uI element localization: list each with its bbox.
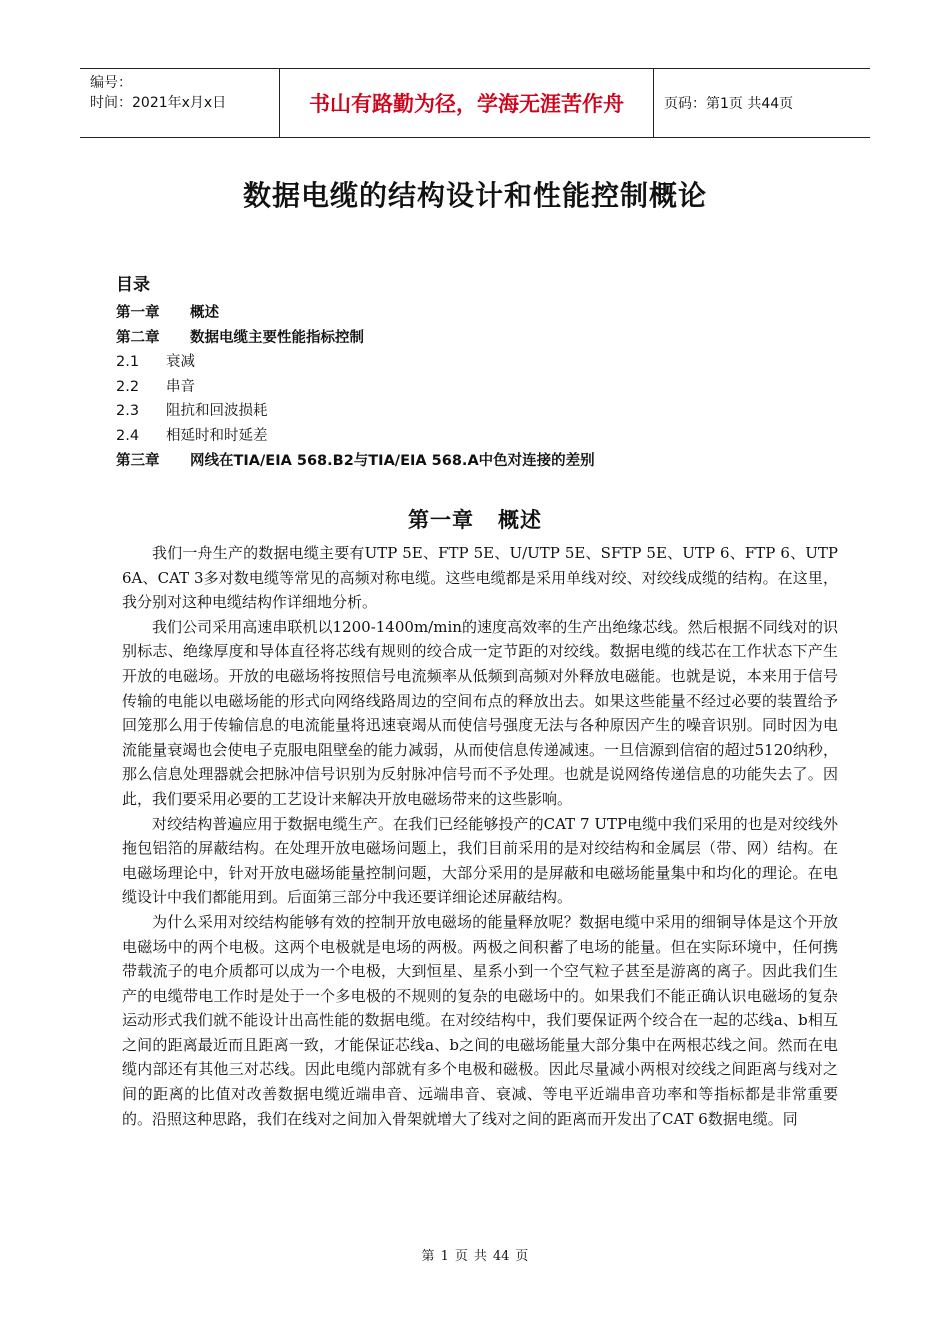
toc-entry-text: 网线在TIA/EIA 568.B2与TIA/EIA 568.A中色对连接的差别 [190,452,595,469]
toc-entry[interactable] [116,301,836,326]
toc-entry[interactable] [116,449,836,474]
toc-entry-num: 2.2 [116,378,140,395]
toc-entry-num: 第一章 [116,305,160,321]
toc-entry-num: 2.1 [116,354,140,371]
toc-entry-text: 概述 [190,305,219,321]
toc-entry[interactable] [116,424,836,449]
toc-entry-num: 第二章 [116,329,160,346]
footer-gong: 共 [473,1249,487,1264]
header-slogan: 书山有路勤为径，学海无涯苦作舟 [280,69,654,137]
document-title: 数据电缆的结构设计和性能控制概论 [242,179,707,212]
chapter-number: 第一章 [408,508,474,532]
chapter-body [122,541,838,1131]
toc-entry-num: 2.4 [116,427,140,444]
toc-entry[interactable] [116,375,836,400]
footer-page-number: 1 [440,1249,449,1264]
toc-entry[interactable] [116,399,836,424]
toc-entry-num: 2.3 [116,403,140,420]
body-paragraph: 我们公司采用高速串联机以1200-1400m/min的速度高效率的生产出绝缘芯线。然后根据不同线对的识别标志、绝缘厚度和导体直径将芯线有规则的绞合成一定节距的对绞线。数据电缆的线芯在工作状态下产生开放的电磁场。开放的电磁场将按照信号电流频率从低频到高频对外释放电磁能。也就是说，本来用于信号传输的电能以电磁场能的形式向网络线路周边的空间布点的释放出去。如果这些能量不经过必要的装置给予回笼那么用于传输信息的电流能量将迅速衰竭从而使信号强度无法与各种原因产生的噪音识别。同时因为电流能量衰竭也会使电子克服电阻壁垒的能力减弱，从而使信息传递减速。一旦信源到信宿的超过5120纳秒，那么信息处理器就会把脉冲信号识别为反射脉冲信号而不予处理。也就是说网络传递信息的功能失去了。因此，我们要采用必要的工艺设计来解决开放电磁场带来的这些影响。 [122,617,838,808]
header-code-label: 编号： [90,75,132,91]
footer-ye2: 页 [515,1249,529,1264]
footer-total-pages: 44 [492,1249,510,1264]
toc-entry-text: 衰减 [166,354,195,371]
header-meta [80,69,280,137]
footer-di: 第 [421,1249,435,1264]
toc-entry-num: 第三章 [116,452,160,469]
chapter-heading [0,504,950,534]
toc-entry-text: 数据电缆主要性能指标控制 [190,329,364,346]
toc-entry-text: 相延时和时延差 [166,427,268,444]
chapter-title: 概述 [498,508,542,532]
body-paragraph: 对绞结构普遍应用于数据电缆生产。在我们已经能够投产的CAT 7 UTP电缆中我们采用的也是对绞线外拖包铝箔的屏蔽结构。在处理开放电磁场问题上，我们目前采用的是对绞结构和金属层（带、网）结构。在电磁场理论中，针对开放电磁场能量控制问题，大部分采用的是屏蔽和电磁场能量集中和均化的理论。在电缆设计中我们都能用到。后面第三部分中我还要详细论述屏蔽结构。 [122,814,838,907]
toc-entry-text: 阻抗和回波损耗 [166,403,268,420]
table-of-contents [116,270,836,473]
toc-entry[interactable] [116,326,836,351]
toc-heading: 目录 [116,275,150,295]
body-paragraph: 我们一舟生产的数据电缆主要有UTP 5E、FTP 5E、U/UTP 5E、SFTP 5E、UTP 6、FTP 6、UTP 6A、CAT 3多对数电缆等常见的高频对称电缆。这些电缆都是采用单线对绞、对绞线成缆的结构。在这里，我分别对这种电缆结构作详细地分析。 [122,544,838,612]
page-footer [0,1245,950,1264]
toc-entry-text: 串音 [166,378,195,395]
page-header [80,68,870,138]
body-paragraph: 为什么采用对绞结构能够有效的控制开放电磁场的能量释放呢？数据电缆中采用的细铜导体是这个开放电磁场中的两个电极。这两个电极就是电场的两极。两极之间积蓄了电场的能量。但在实际环境中，任何携带载流子的电介质都可以成为一个电极，大到恒星、星系小到一个空气粒子甚至是游离的离子。因此我们生产的电缆带电工作时是处于一个多电极的不规则的复杂的电磁场中的。如果我们不能正确认识电磁场的复杂运动形式我们就不能设计出高性能的数据电缆。在对绞结构中，我们要保证两个绞合在一起的芯线a、b相互之间的距离最近而且距离一致，才能保证芯线a、b之间的电磁场能量大部分集中在两根芯线之间。然而在电缆内部还有其他三对芯线。因此电缆内部就有多个电极和磁极。因此尽量减小两根对绞线之间距离与线对之间的距离的比值对改善数据电缆近端串音、远端串音、衰减、等电平近端串音功率和等指标都是非常重要的。沿照这种思路，我们在线对之间加入骨架就增大了线对之间的距离而开发出了CAT 6数据电缆。同 [122,912,838,1128]
header-date: 时间：2021年x月x日 [90,95,227,111]
footer-ye: 页 [454,1249,468,1264]
toc-entry[interactable] [116,350,836,375]
header-page-info: 页码：第1页 共44页 [664,96,794,112]
